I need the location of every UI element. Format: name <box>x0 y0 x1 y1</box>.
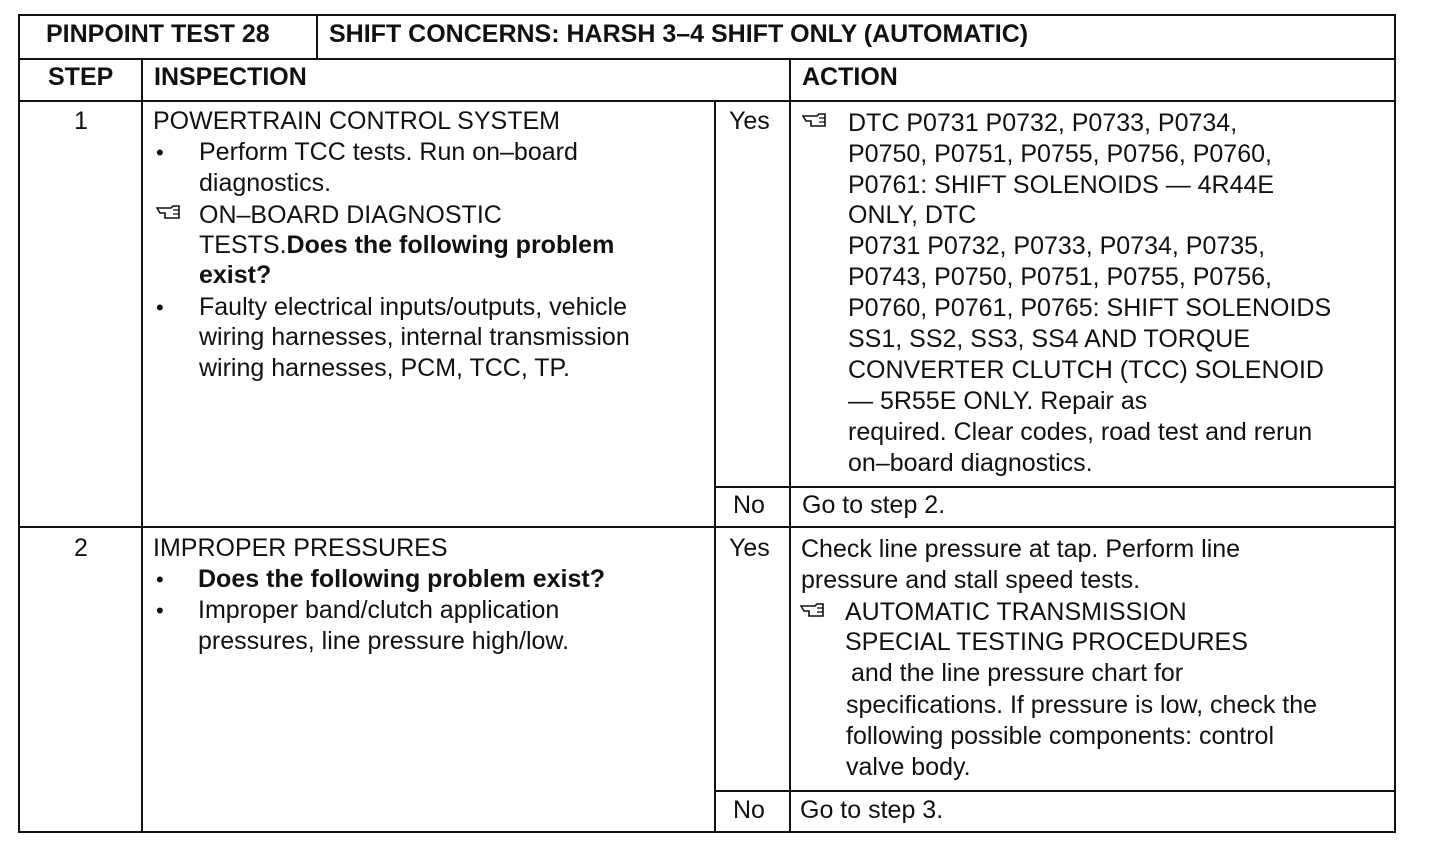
step-column-header: STEP <box>48 63 114 91</box>
test-label: PINPOINT TEST 28 <box>46 20 270 48</box>
bullet-icon: • <box>156 567 164 592</box>
reference-text: AUTOMATIC TRANSMISSION <box>845 598 1187 626</box>
question-text: exist? <box>199 261 272 289</box>
yes-no-column-line <box>714 100 716 833</box>
yes-no-divider-2 <box>715 790 1396 792</box>
bullet-icon: • <box>156 295 164 320</box>
no-label: No <box>733 796 765 824</box>
action-text: on–board diagnostics. <box>848 449 1093 477</box>
inspection-text: diagnostics. <box>199 169 332 197</box>
action-text: Go to step 2. <box>802 491 946 519</box>
step-number: 2 <box>74 534 88 562</box>
reference-text: SPECIAL TESTING PROCEDURES <box>845 628 1248 656</box>
action-text: ONLY, DTC <box>848 201 977 229</box>
inspection-title: IMPROPER PRESSURES <box>153 534 448 562</box>
action-text: required. Clear codes, road test and rerun <box>848 418 1313 446</box>
action-text: DTC P0731 P0732, P0733, P0734, <box>848 109 1238 137</box>
reference-text: ON–BOARD DIAGNOSTIC <box>199 201 502 229</box>
header-divider <box>18 58 1396 60</box>
yes-label: Yes <box>729 534 770 562</box>
action-text: P0750, P0751, P0755, P0756, P0760, <box>848 140 1272 168</box>
reference-text: TESTS. <box>199 231 287 259</box>
inspection-title: POWERTRAIN CONTROL SYSTEM <box>153 107 560 135</box>
action-column-line <box>789 58 791 833</box>
column-header-divider <box>18 100 1396 102</box>
action-text: P0731 P0732, P0733, P0734, P0735, <box>848 232 1266 260</box>
action-text: specifications. If pressure is low, check the <box>846 691 1318 719</box>
inspection-text: Faulty electrical inputs/outputs, vehicle <box>199 293 627 321</box>
pointing-hand-icon <box>802 112 828 128</box>
action-text: Go to step 3. <box>800 796 944 824</box>
inspection-text: wiring harnesses, PCM, TCC, TP. <box>199 354 570 382</box>
reference-text <box>199 230 614 261</box>
test-title: SHIFT CONCERNS: HARSH 3–4 SHIFT ONLY (AUTOMATIC) <box>329 20 1029 48</box>
action-text: and the line pressure chart for <box>851 659 1184 687</box>
header-split <box>316 14 318 59</box>
action-text: pressure and stall speed tests. <box>801 566 1141 594</box>
action-text: CONVERTER CLUTCH (TCC) SOLENOID <box>848 356 1324 384</box>
action-text: P0760, P0761, P0765: SHIFT SOLENOIDS <box>848 294 1332 322</box>
yes-no-divider-1 <box>715 486 1396 488</box>
question-text: Does the following problem exist? <box>198 565 605 593</box>
pointing-hand-icon <box>156 204 182 220</box>
bullet-icon: • <box>156 598 164 623</box>
action-column-header: ACTION <box>802 63 898 91</box>
pointing-hand-icon <box>800 602 826 618</box>
inspection-text: Improper band/clutch application <box>198 596 560 624</box>
action-text: P0743, P0750, P0751, P0755, P0756, <box>848 263 1272 291</box>
inspection-text: pressures, line pressure high/low. <box>198 627 570 655</box>
action-text: SS1, SS2, SS3, SS4 AND TORQUE <box>848 325 1251 353</box>
bullet-icon: • <box>156 140 164 165</box>
row-divider <box>18 526 1396 528</box>
action-text: P0761: SHIFT SOLENOIDS — 4R44E <box>848 171 1275 199</box>
action-text: Check line pressure at tap. Perform line <box>801 535 1241 563</box>
step-column-line <box>141 58 143 833</box>
question-text: Does the following problem <box>286 231 615 259</box>
action-text: following possible components: control <box>846 722 1275 750</box>
action-text: valve body. <box>846 753 971 781</box>
no-label: No <box>733 491 765 519</box>
yes-label: Yes <box>729 107 770 135</box>
inspection-text: wiring harnesses, internal transmission <box>199 323 630 351</box>
inspection-column-header: INSPECTION <box>154 63 307 91</box>
step-number: 1 <box>74 107 88 135</box>
inspection-text: Perform TCC tests. Run on–board <box>199 138 578 166</box>
action-text: — 5R55E ONLY. Repair as <box>848 387 1148 415</box>
